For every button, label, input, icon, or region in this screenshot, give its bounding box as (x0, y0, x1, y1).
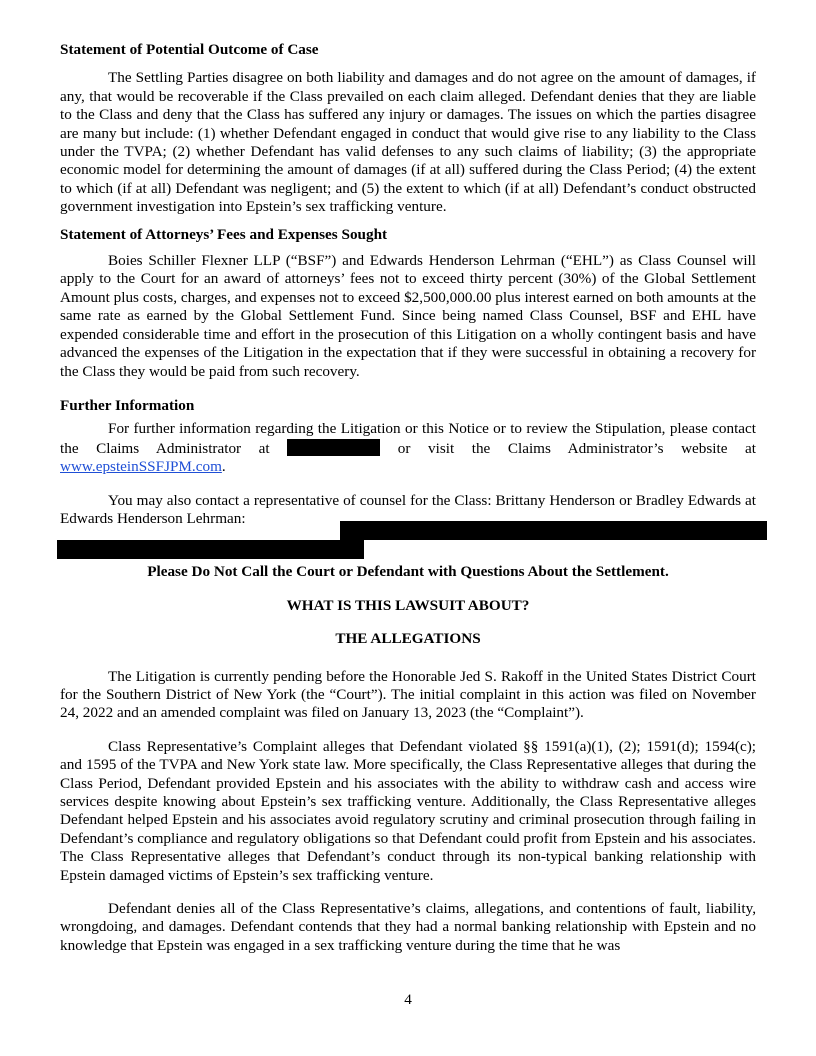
claims-website-link[interactable]: www.epsteinSSFJPM.com (60, 458, 222, 476)
outcome-heading: Statement of Potential Outcome of Case (60, 41, 319, 58)
further-info-text-1: For further information regarding the Litigation or this Notice or to review the Stipulation, please contact the Claims Administrator at (60, 420, 756, 457)
outcome-paragraph: The Settling Parties disagree on both liability and damages and do not agree on the amount of damages, if any, that would be recoverable if the Class prevailed on each claim alleged. Defendant denies that they are liable to the Class and deny that the Class has suffered any injury or damages. The issues on which the parties disagree are many but include: (1) whether Defendant engaged in conduct that would give rise to any liability to the Class under the TVPA; (2) whether Defendant has valid defenses to any such claims of liability; (3) the appropriate economic model for determining the amount of damages (if at all) suffered during the Class Period; (4) the extent to which (if at all) Defendant was negligent; and (5) the extent to which (if at all) Defendant’s conduct obstructed government investigation into Epstein’s sex trafficking venture. (60, 69, 756, 216)
lawsuit-heading: WHAT IS THIS LAWSUIT ABOUT? (286, 596, 530, 614)
further-info-heading: Further Information (60, 396, 195, 414)
further-info-paragraph (60, 420, 756, 476)
redacted-phone-block (287, 439, 380, 456)
further-info-text-end: . (221, 458, 226, 476)
fees-heading: Statement of Attorneys’ Fees and Expenses Sought (60, 225, 388, 243)
fees-paragraph: Boies Schiller Flexner LLP (“BSF”) and Edwards Henderson Lehrman (“EHL”) as Class Counsel will apply to the Court for an award of attorneys’ fees not to exceed thirty percent (30%) of the Global Settlement Amount plus costs, charges, and expenses not to exceed $2,500,000.00 plus interest earned on both amounts at the same rate as earned by the Global Settlement Fund. Since being named Class Counsel, BSF and EHL have expended considerable time and effort in the prosecution of this Litigation on a wholly contingent basis and have advanced the expenses of the Litigation in the expectation that if they were successful in obtaining a recovery for the Class they would be paid from such recovery. (60, 252, 756, 380)
redacted-contact-line-2 (57, 540, 364, 559)
allegations-paragraph-3: Defendant denies all of the Class Representative’s claims, allegations, and contentions of fault, liability, wrongdoing, and damages. Defendant contends that they had a normal banking relationship with Epstein and no knowledge that Epstein was engaged in a sex trafficking venture during the time that he was (60, 900, 756, 954)
further-info-text-2: or visit the Claims Administrator’s website at (397, 439, 757, 457)
counsel-contact-paragraph: You may also contact a representative of counsel for the Class: Brittany Henderson or Bradley Edwards at Edwards Henderson Lehrman: (60, 491, 756, 527)
do-not-call-notice: Please Do Not Call the Court or Defendant with Questions About the Settlement. (147, 563, 669, 581)
document-page (60, 41, 756, 955)
allegations-heading: THE ALLEGATIONS (335, 630, 481, 648)
allegations-paragraph-2: Class Representative’s Complaint alleges that Defendant violated §§ 1591(a)(1), (2); 1591(d); 1594(c); and 1595 of the TVPA and New York state law. More specifically, the Class Representative alleges that during the Class Period, Defendant provided Epstein and his associates with the ability to withdraw cash and access wire services despite knowing about Epstein’s sex trafficking venture. Additionally, the Class Representative alleges Defendant helped Epstein and his associates avoid regulatory scrutiny and criminal prosecution through failing in Defendant’s compliance and regulatory obligations so that Defendant could profit from Epstein and his associates. The Class Representative alleges that Defendant’s conduct through its non-typical banking relationship with Epstein damaged victims of Epstein’s sex trafficking venture. (60, 737, 756, 884)
allegations-paragraph-1: The Litigation is currently pending before the Honorable Jed S. Rakoff in the United States District Court for the Southern District of New York (the “Court”). The initial complaint in this action was filed on November 24, 2022 and an amended complaint was filed on January 13, 2023 (the “Complaint”). (60, 667, 756, 722)
page-number: 4 (404, 991, 412, 1008)
redacted-contact-line-1 (340, 521, 767, 540)
